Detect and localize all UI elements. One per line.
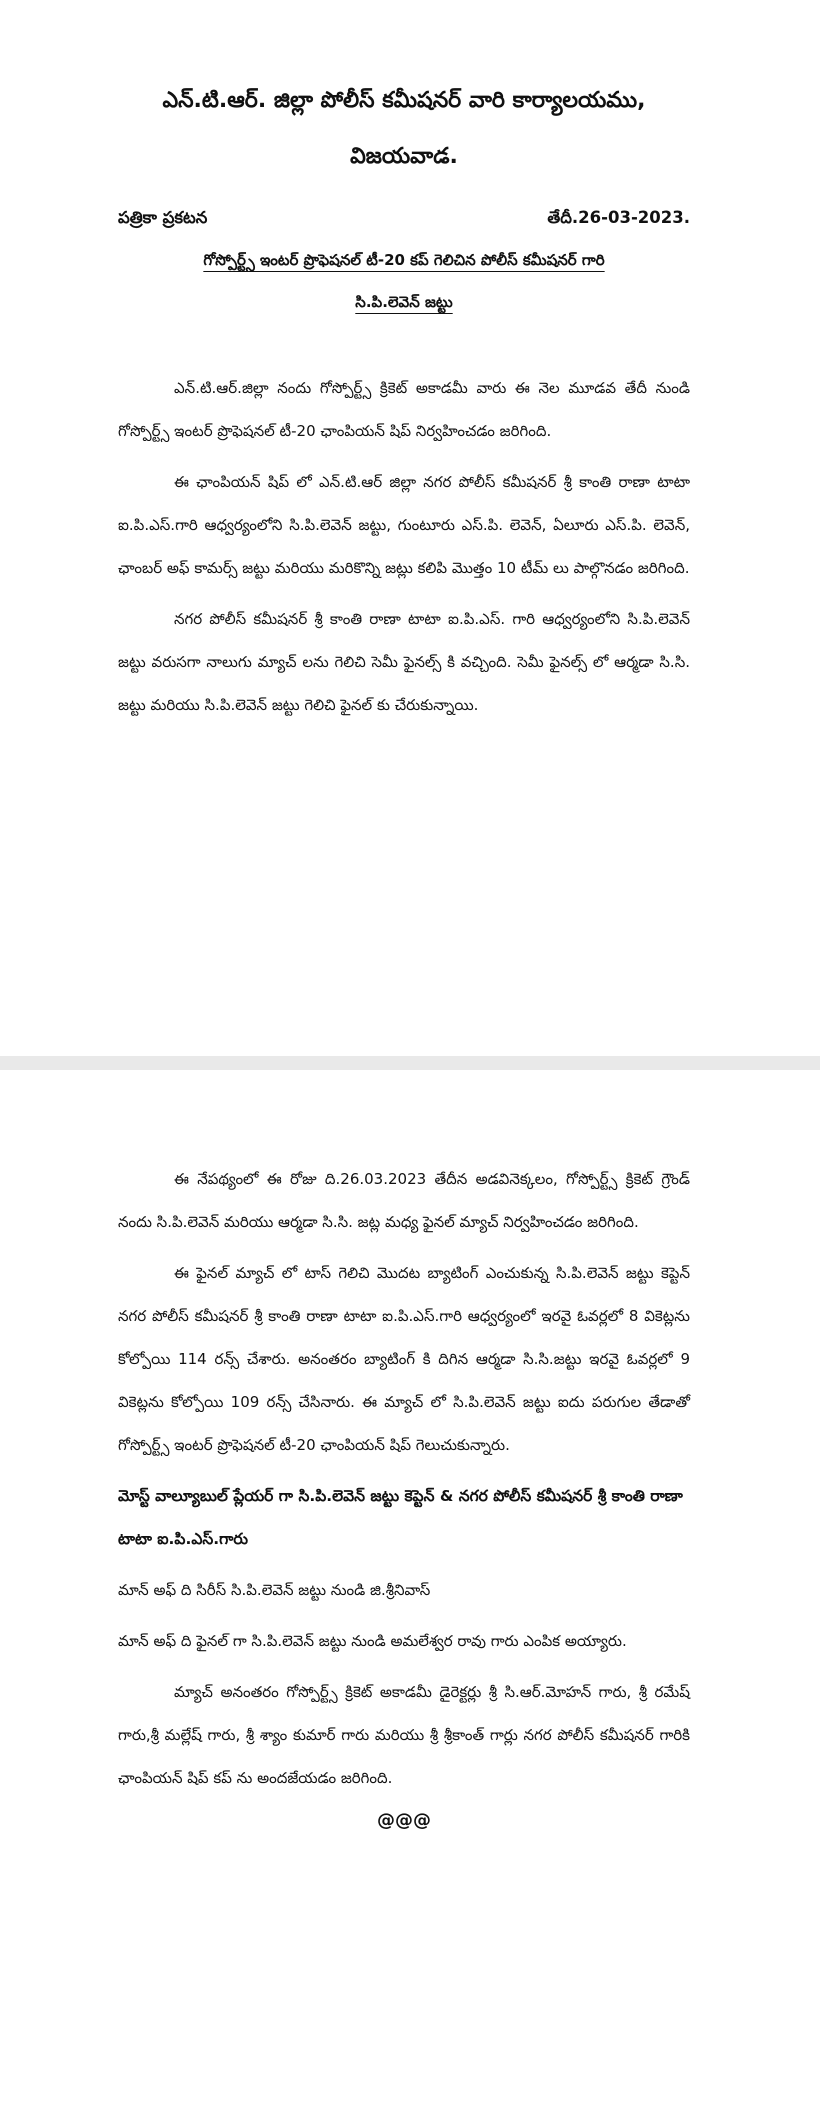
paragraph: ఈ నేపథ్యంలో ఈ రోజు ది.26.03.2023 తేదీన అడవినెక్కలం, గోస్పోర్ట్స్ క్రికెట్ గ్రౌండ్ నందు సి.పి.లెవెన్ మరియు ఆర్మడా సి.సి. జట్ల మధ్య ఫైనల్ మ్యాచ్ నిర్వహించడం జరిగింది. xyxy=(118,1170,690,1231)
press-date: తేదీ.26-03-2023. xyxy=(547,208,690,227)
press-release-label: పత్రికా ప్రకటన xyxy=(118,208,208,227)
signoff: @@@ xyxy=(377,1810,431,1831)
paragraph: నగర పోలీస్ కమీషనర్ శ్రీ కాంతి రాణా టాటా ఐ.పి.ఎస్. గారి ఆధ్వర్యంలోని సి.పి.లెవెన్ జట్టు వరుసగా నాలుగు మ్యాచ్ లను గెలిచి సెమీ ఫైనల్స్ కి వచ్చింది. సెమీ ఫైనల్స్ లో ఆర్మడా సి.సి. జట్టు మరియు సి.పి.లెవెన్ జట్టు గెలిచి ఫైనల్ కు చేరుకున్నాయి. xyxy=(118,610,690,714)
closing-paragraph: మ్యాచ్ అనంతరం గోస్పోర్ట్స్ క్రికెట్ అకాడమీ డైరెక్టర్లు శ్రీ సి.ఆర్.మోహన్ గారు, శ్రీ రమేష్ గారు,శ్రీ మల్లేష్ గారు, శ్రీ శ్యాం కుమార్ గారు మరియు శ్రీ శ్రీకాంత్ గార్లు నగర పోలీస్ కమీషనర్ గారికి ఛాంపియన్ షిప్ కప్ ను అందజేయడం జరిగింది. xyxy=(118,1683,690,1787)
office-title: ఎన్.టి.ఆర్. జిల్లా పోలీస్ కమీషనర్ వారి కార్యాలయము, xyxy=(162,88,646,113)
city-title: విజయవాడ. xyxy=(350,144,458,169)
paragraph: ఎన్.టి.ఆర్.జిల్లా నందు గోస్పోర్ట్స్ క్రికెట్ అకాడమీ వారు ఈ నెల మూడవ తేదీ నుండి గోస్పోర్ట్స్ ఇంటర్ ప్రొఫెషనల్ టీ-20 ఛాంపియన్ షిప్ నిర్వహించడం జరిగింది. xyxy=(118,379,690,440)
most-valuable-player: మోస్ట్ వాల్యూబుల్ ప్లేయర్ గా సి.పి.లెవెన్ జట్టు కెప్టెన్ & నగర పోలీస్ కమీషనర్ శ్రీ కాంతి రాణా టాటా ఐ.పి.ఎస్.గారు xyxy=(118,1487,683,1548)
paragraph: ఈ ఛాంపియన్ షిప్ లో ఎన్.టి.ఆర్ జిల్లా నగర పోలీస్ కమీషనర్ శ్రీ కాంతి రాణా టాటా ఐ.పి.ఎస్.గారి ఆధ్వర్యంలోని సి.పి.లెవెన్ జట్టు, గుంటూరు ఎస్.పి. లెవెన్, ఏలూరు ఎస్.పి. లెవెన్, ఛాంబర్ అఫ్ కామర్స్ జట్టు మరియు మరికొన్ని జట్లు కలిపి మొత్తం 10 టీమ్ లు పాల్గొనడం జరిగింది. xyxy=(118,473,690,577)
headline-line-2: సి.పి.లెవెన్ జట్టు xyxy=(355,293,453,311)
headline xyxy=(118,239,690,323)
meta-row xyxy=(118,208,690,231)
document-page-2 xyxy=(0,1070,820,2112)
paragraph: ఈ ఫైనల్ మ్యాచ్ లో టాస్ గెలిచి మొదట బ్యాటింగ్ ఎంచుకున్న సి.పి.లెవెన్ జట్టు కెప్టెన్ నగర పోలీస్ కమీషనర్ శ్రీ కాంతి రాణా టాటా ఐ.పి.ఎస్.గారి ఆధ్వర్యంలో ఇరవై ఓవర్లలో 8 వికెట్లను కోల్పోయి 114 రన్స్ చేశారు. అనంతరం బ్యాటింగ్ కి దిగిన ఆర్మడా సి.సి.జట్టు ఇరవై ఓవర్లలో 9 వికెట్లను కోల్పోయి 109 రన్స్ చేసినారు. ఈ మ్యాచ్ లో సి.పి.లెవెన్ జట్టు ఐదు పరుగుల తేడాతో గోస్పోర్ట్స్ ఇంటర్ ప్రొఫెషనల్ టీ-20 ఛాంపియన్ షిప్ గెలుచుకున్నారు. xyxy=(118,1264,690,1454)
headline-line-1: గోస్పోర్ట్స్ ఇంటర్ ప్రొఫెషనల్ టీ-20 కప్ గెలిచిన పోలీస్ కమీషనర్ గారి xyxy=(203,251,605,269)
man-of-series: మాన్ అఫ్ ది సిరీస్ సి.పి.లెవెన్ జట్టు నుండి జి.శ్రీనివాస్ xyxy=(118,1581,431,1599)
man-of-final: మాన్ అఫ్ ది ఫైనల్ గా సి.పి.లెవెన్ జట్టు నుండి అమలేశ్వర రావు గారు ఎంపిక అయ్యారు. xyxy=(118,1632,627,1650)
